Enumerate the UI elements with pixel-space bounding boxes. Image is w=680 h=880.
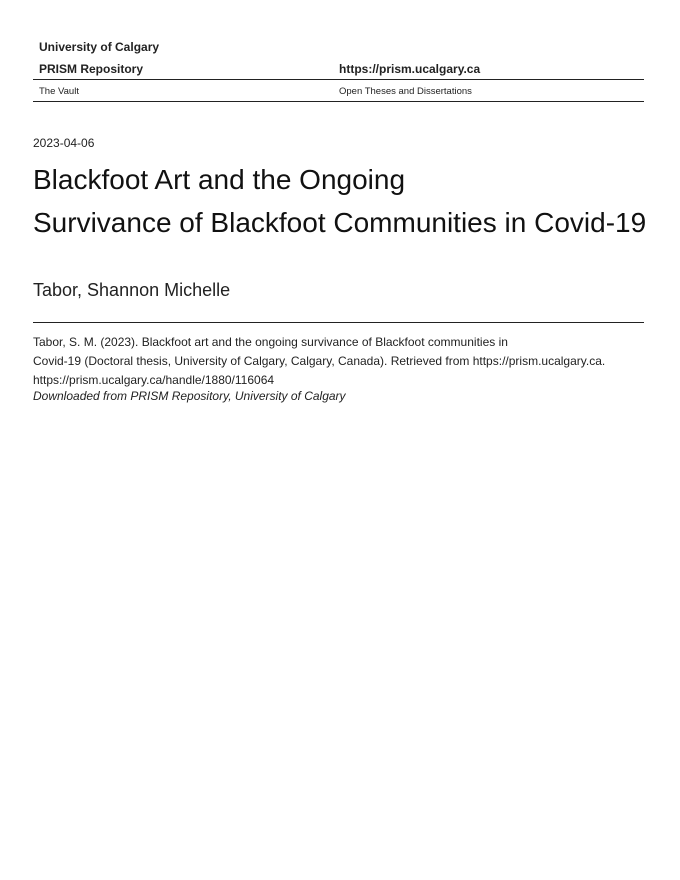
repository-url[interactable]: https://prism.ucalgary.ca — [339, 62, 481, 76]
collection-name: The Vault — [39, 86, 79, 97]
collection-type: Open Theses and Dissertations — [339, 86, 472, 97]
header-row-collection — [33, 80, 644, 102]
document-date: 2023-04-06 — [33, 136, 95, 150]
title-line-2: Survivance of Blackfoot Communities in Covid-19 — [33, 207, 647, 238]
downloaded-note: Downloaded from PRISM Repository, University of Calgary — [33, 389, 346, 403]
institution-name: University of Calgary — [39, 40, 160, 54]
citation-handle-link[interactable]: https://prism.ucalgary.ca/handle/1880/116064 — [33, 373, 275, 387]
title-line-1: Blackfoot Art and the Ongoing — [33, 164, 406, 195]
header-row-repository — [33, 62, 644, 80]
document-title — [33, 158, 678, 244]
citation-line-1: Tabor, S. M. (2023). Blackfoot art and the ongoing survivance of Blackfoot communities in — [33, 335, 508, 349]
section-divider — [33, 322, 644, 323]
citation-block — [33, 333, 644, 390]
repository-name: PRISM Repository — [39, 62, 144, 76]
document-author: Tabor, Shannon Michelle — [33, 280, 231, 300]
citation-line-2: Covid-19 (Doctoral thesis, University of Calgary, Calgary, Canada). Retrieved from https://prism.ucalgary.ca. — [33, 354, 606, 368]
